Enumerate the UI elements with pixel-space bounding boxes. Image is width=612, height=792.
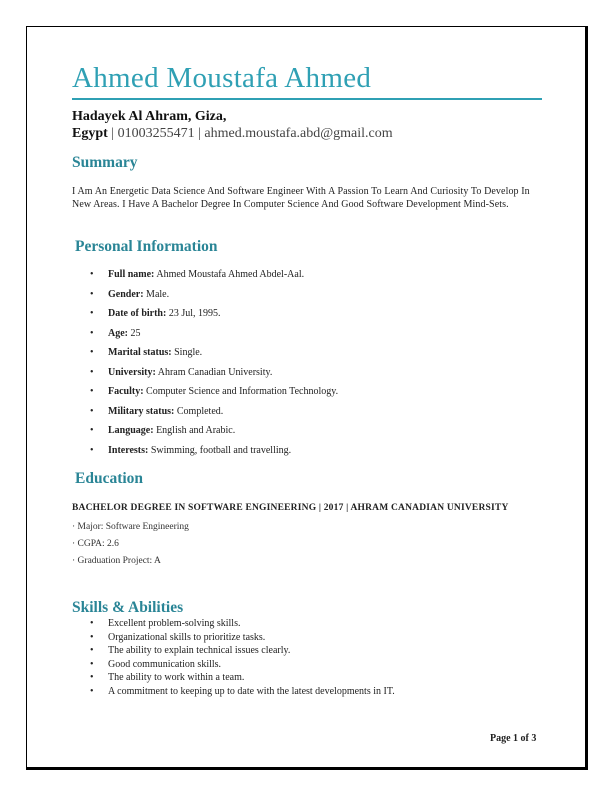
item-label: Language: bbox=[108, 425, 154, 436]
item-value: 25 bbox=[130, 327, 141, 339]
address-line-2: Egypt bbox=[72, 126, 108, 141]
item-value: Completed. bbox=[176, 405, 224, 417]
list-item: • The ability to work within a team. bbox=[90, 671, 395, 685]
item-value: Swimming, football and travelling. bbox=[150, 444, 292, 456]
list-item bbox=[90, 365, 338, 385]
item-label: Full name: bbox=[108, 269, 155, 280]
list-item bbox=[90, 287, 338, 307]
skills-heading: Skills & Abilities bbox=[72, 599, 184, 616]
list-item bbox=[90, 384, 338, 404]
item-value: Single. bbox=[174, 347, 203, 358]
list-item bbox=[90, 423, 338, 443]
list-item: • Organizational skills to prioritize tasks. bbox=[90, 631, 395, 645]
email: ahmed.moustafa.abd@gmail.com bbox=[204, 126, 393, 141]
item-label: Interests: bbox=[108, 444, 149, 456]
header-rule bbox=[72, 98, 542, 100]
item-label: University: bbox=[108, 366, 156, 378]
education-item: · CGPA: 2.6 bbox=[72, 539, 119, 549]
education-heading: Education bbox=[75, 470, 144, 487]
personal-info-list bbox=[90, 267, 338, 462]
list-item bbox=[90, 326, 338, 346]
list-item: • The ability to explain technical issues clearly. bbox=[90, 644, 395, 658]
education-item: · Major: Software Engineering bbox=[72, 522, 189, 532]
summary-text: I Am An Energetic Data Science And Software Engineer With A Passion To Learn And Curiosity To Develop In New Areas. I Have A Bachelor Degree In Computer Science And Good Software Development Mind-Sets. bbox=[72, 186, 530, 210]
item-value: Male. bbox=[146, 288, 170, 300]
page-number: Page 1 of 3 bbox=[490, 733, 537, 744]
item-label: Military status: bbox=[108, 405, 175, 417]
personal-info-heading: Personal Information bbox=[75, 238, 218, 255]
list-item bbox=[90, 443, 338, 463]
item-value: Ahmed Moustafa Ahmed Abdel-Aal. bbox=[156, 269, 305, 280]
degree-title: BACHELOR DEGREE IN SOFTWARE ENGINEERING | 2017 | AHRAM CANADIAN UNIVERSITY bbox=[72, 503, 509, 513]
list-item: • Good communication skills. bbox=[90, 658, 395, 672]
list-item: • A commitment to keeping up to date with the latest developments in IT. bbox=[90, 685, 395, 699]
phone: 01003255471 bbox=[117, 126, 195, 141]
item-value: 23 Jul, 1995. bbox=[168, 308, 221, 319]
skills-list bbox=[90, 617, 395, 699]
separator: | bbox=[198, 126, 201, 141]
item-value: English and Arabic. bbox=[156, 425, 236, 436]
item-label: Age: bbox=[108, 327, 128, 339]
contact-info bbox=[72, 108, 393, 142]
list-item bbox=[90, 404, 338, 424]
item-label: Faculty: bbox=[108, 386, 144, 397]
education-item: · Graduation Project: A bbox=[72, 556, 161, 566]
item-label: Date of birth: bbox=[108, 308, 167, 319]
address-line-1: Hadayek Al Ahram, Giza, bbox=[72, 109, 227, 124]
separator: | bbox=[111, 126, 115, 141]
list-item bbox=[90, 345, 338, 365]
item-value: Computer Science and Information Technology. bbox=[146, 386, 339, 397]
list-item bbox=[90, 306, 338, 326]
item-label: Gender: bbox=[108, 288, 144, 300]
list-item: • Excellent problem-solving skills. bbox=[90, 617, 395, 631]
item-label: Marital status: bbox=[108, 347, 172, 358]
candidate-name: Ahmed Moustafa Ahmed bbox=[72, 62, 372, 94]
item-value: Ahram Canadian University. bbox=[157, 366, 273, 378]
list-item bbox=[90, 267, 338, 287]
summary-heading: Summary bbox=[72, 154, 138, 171]
